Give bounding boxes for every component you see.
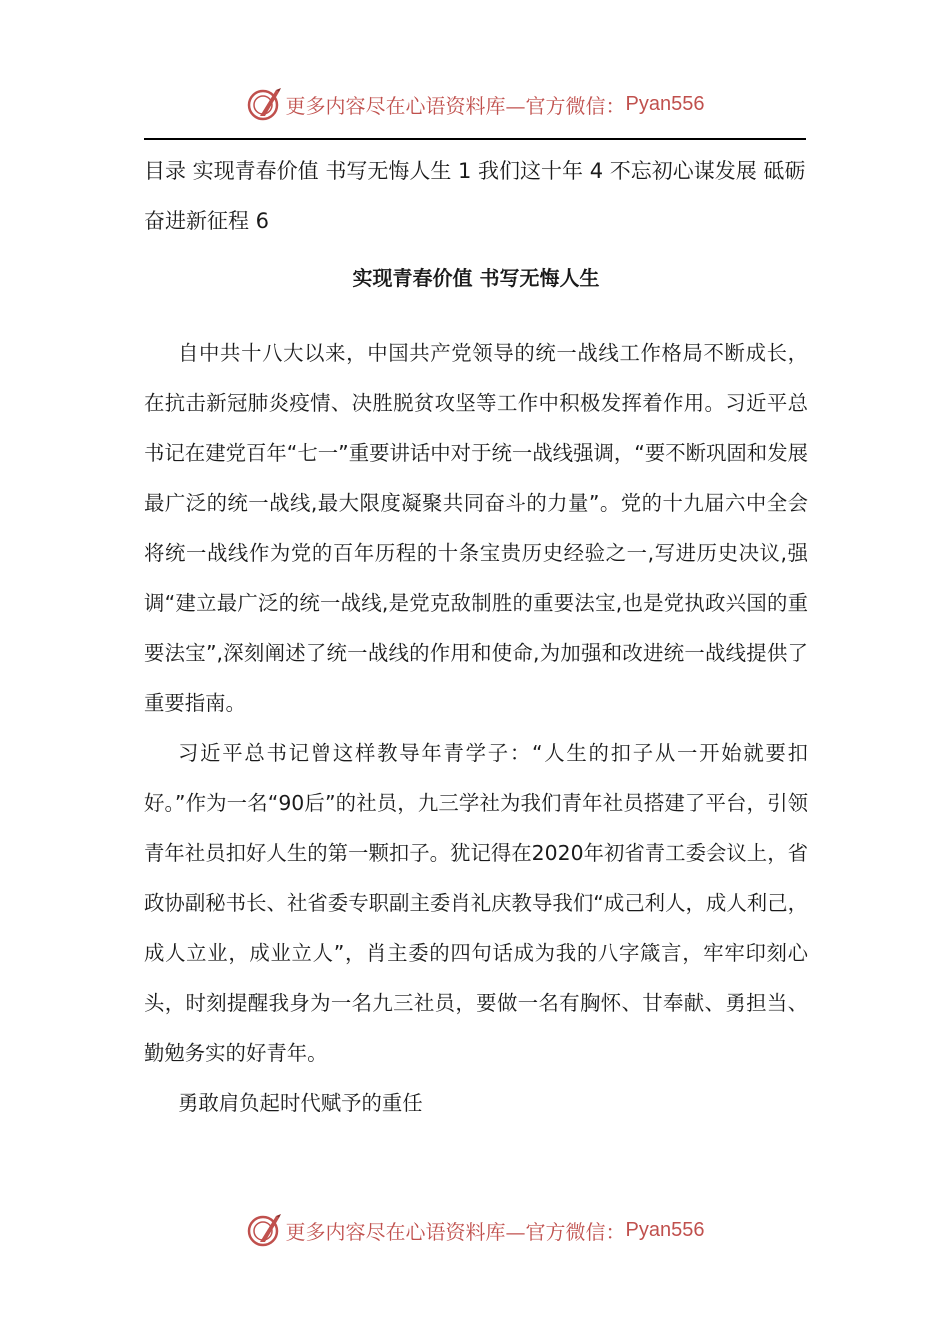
watermark-wechat-id: Pyan556 (625, 1218, 705, 1241)
footer-watermark (0, 1210, 950, 1250)
table-of-contents: 目录 实现青春价值 书写无悔人生 1 我们这十年 4 不忘初心谋发展 砥砺奋进新征程 6 (144, 159, 806, 233)
document-body (144, 146, 808, 1128)
header-watermark (0, 84, 950, 124)
quill-logo-icon (246, 1212, 282, 1248)
paragraph-1: 自中共十八大以来，中国共产党领导的统一战线工作格局不断成长，在抗击新冠肺炎疫情、决胜脱贫攻坚等工作中积极发挥着作用。习近平总书记在建党百年“七一”重要讲话中对于统一战线强调，“要不断巩固和发展最广泛的统一战线,最大限度凝聚共同奋斗的力量”。党的十九届六中全会将统一战线作为党的百年历程的十条宝贵历史经验之一,写进历史决议,强调“建立最广泛的统一战线,是党克敌制胜的重要法宝,也是党执政兴国的重要法宝”,深刻阐述了统一战线的作用和使命,为加强和改进统一战线提供了重要指南。 (144, 341, 808, 715)
paragraph-2: 习近平总书记曾这样教导年青学子：“人生的扣子从一开始就要扣好。”作为一名“90后”的社员，九三学社为我们青年社员搭建了平台，引领青年社员扣好人生的第一颗扣子。犹记得在2020年初省青工委会议上，省政协副秘书长、社省委专职副主委肖礼庆教导我们“成己利人，成人利己，成人立业，成业立人”，肖主委的四句话成为我的八字箴言，牢牢印刻心头，时刻提醒我身为一名九三社员，要做一名有胸怀、甘奉献、勇担当、勤勉务实的好青年。 (144, 741, 808, 1065)
watermark-text: 更多内容尽在心语资料库—官方微信： (285, 93, 626, 118)
header-rule (144, 138, 806, 140)
watermark-text: 更多内容尽在心语资料库—官方微信： (285, 1219, 626, 1244)
article-title: 实现青春价值 书写无悔人生 (352, 266, 600, 290)
section-heading: 勇敢肩负起时代赋予的重任 (178, 1091, 423, 1115)
watermark-wechat-id: Pyan556 (625, 92, 705, 115)
quill-logo-icon (246, 86, 282, 122)
